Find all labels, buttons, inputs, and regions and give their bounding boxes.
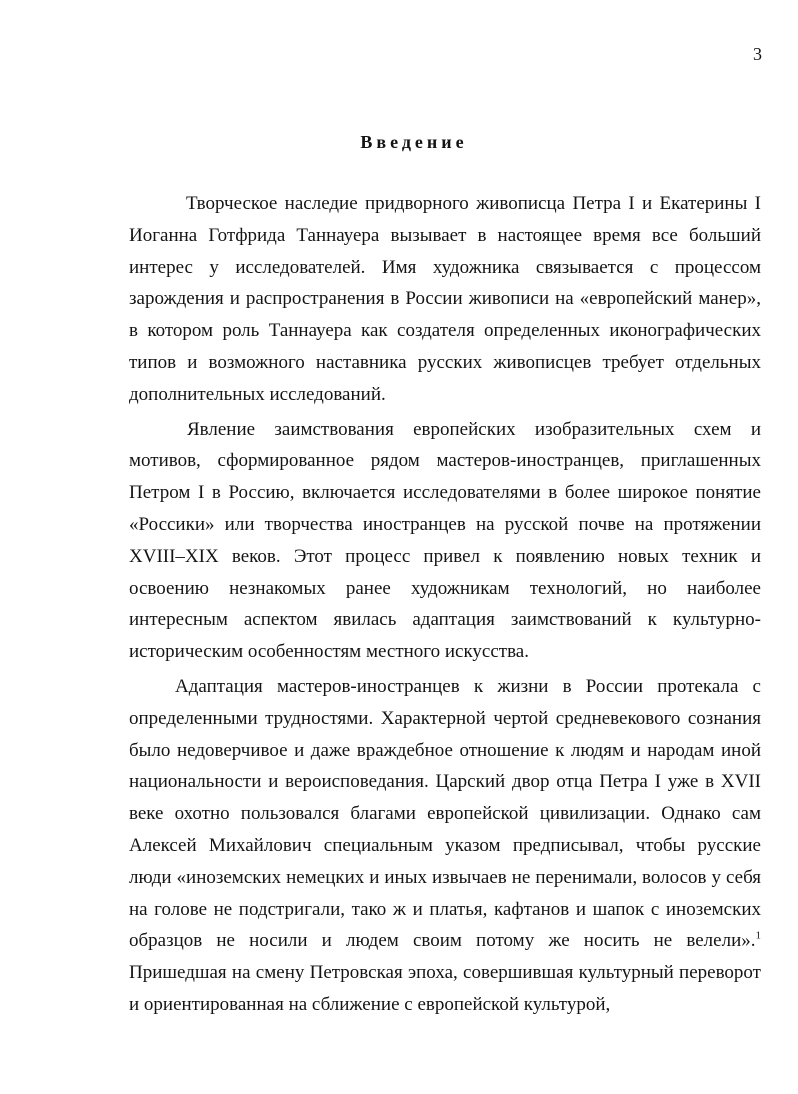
paragraph-2: Явление заимствования европейских изобразительных схем и мотивов, сформированное рядом мастеров-иностранцев, приглашенных Петром I в Россию, включается исследователями в более широкое понятие «Россики» или творчества иностранцев на русской почве на протяжении XVIII–XIX веков. Этот процесс привел к появлению новых техник и освоению незнакомых ранее художникам технологий, но наиболее интересным аспектом явилась адаптация заимствований к культурно-историческим особенностям местного искусства. [129,418,761,663]
body-text [129,188,761,1021]
paragraph-3-text-before-note: Адаптация мастеров-иностранцев к жизни в России протекала с определенными трудностями. Характерной чертой средневекового сознания было недоверчивое и даже враждебное отношение к людям и народам иной национальности и вероисповедания. Царский двор отца Петра I уже в XVII веке охотно пользовался благами европейской цивилизации. Однако сам Алексей Михайлович специальным указом предписывал, чтобы русские люди «иноземских немецких и иных извычаев не перенимали, волосов у себя на голове не подстригали, тако ж и платья, кафтанов и шапок с иноземских образцов не носили и людем своим потому же носить не велели». [129,675,761,952]
footnote-marker: 1 [755,930,761,942]
paragraph-3-text-after-note: Пришедшая на смену Петровская эпоха, совершившая культурный переворот и ориентированная на сближение с европейской культурой, [129,962,761,1015]
paragraph-1: Творческое наследие придворного живописца Петра I и Екатерины I Иоганна Готфрида Таннауера вызывает в настоящее время все больший интерес у исследователей. Имя художника связывается с процессом зарождения и распространения в России живописи на «европейский манер», в котором роль Таннауера как создателя определенных иконографических типов и возможного наставника русских живописцев требует отдельных дополнительных исследований. [129,193,761,405]
paragraph-3 [129,671,761,1021]
page-number: 3 [753,44,762,64]
page-title: Введение [360,132,468,152]
